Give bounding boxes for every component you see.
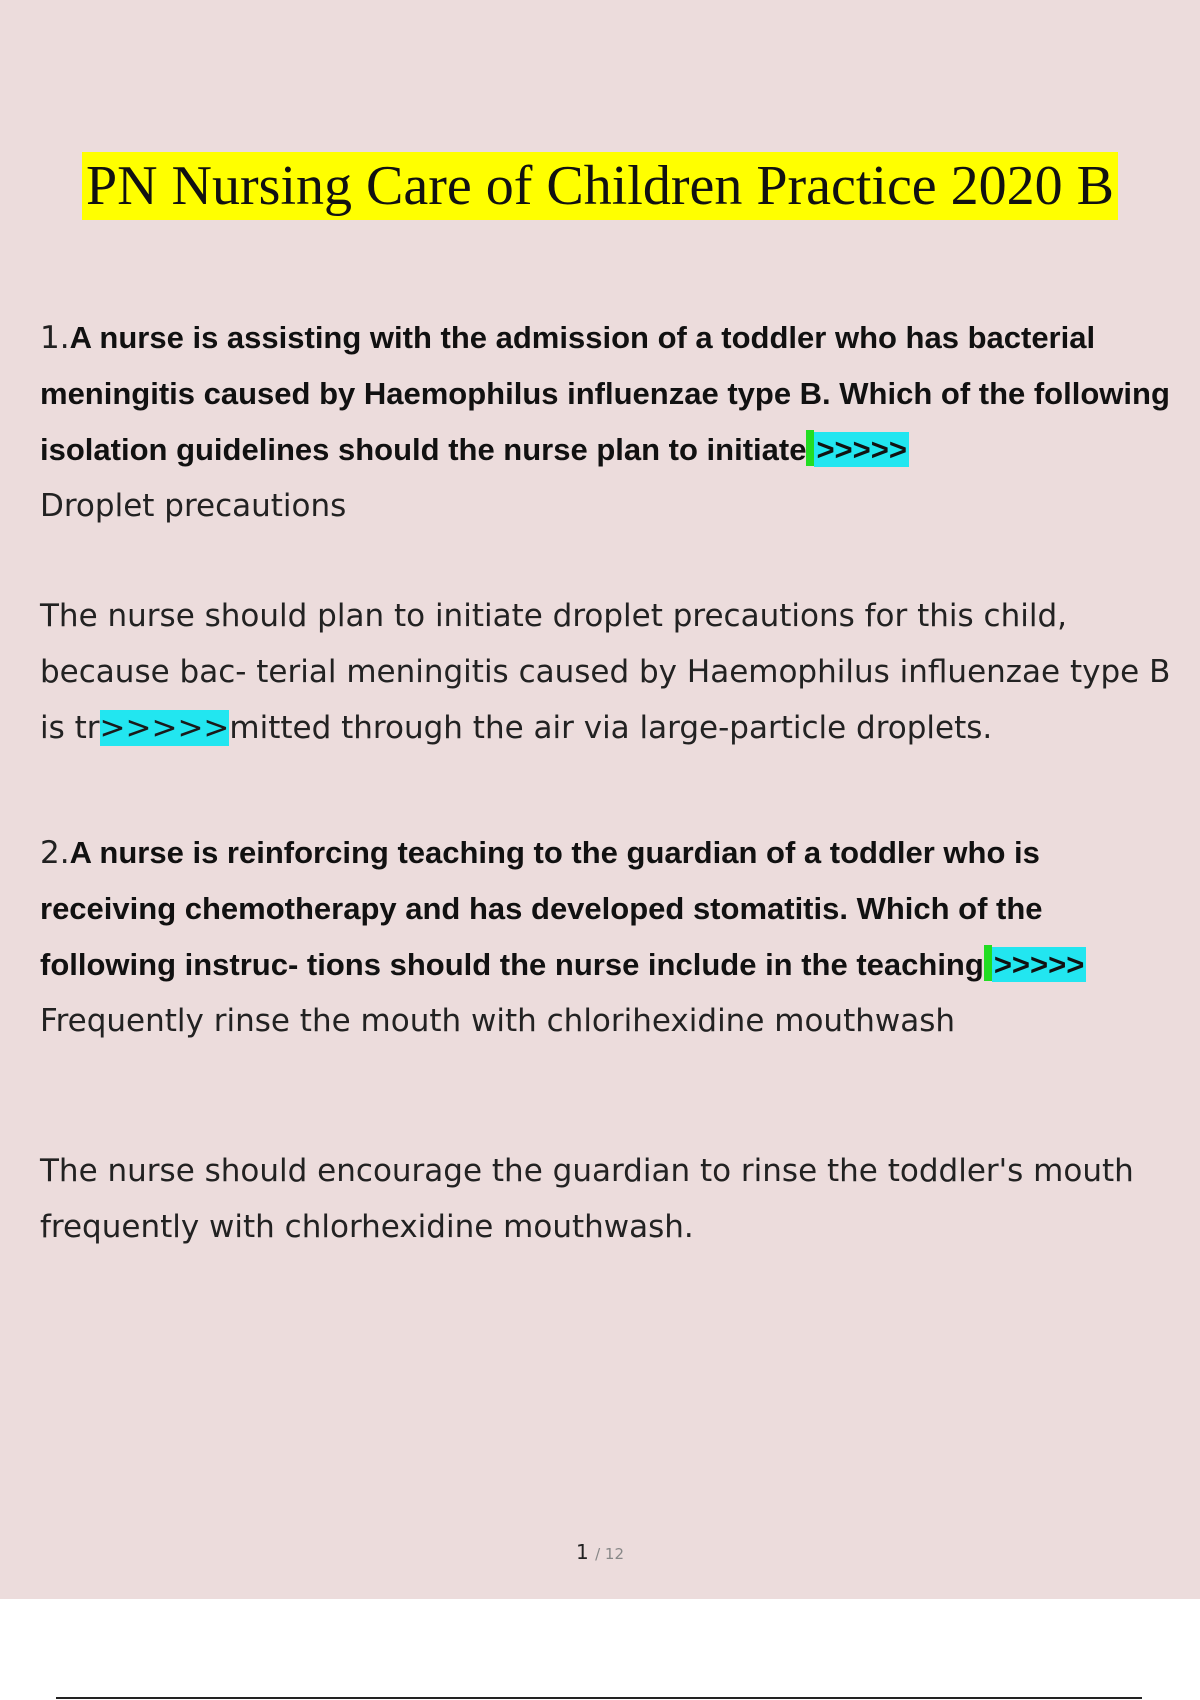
question-1 <box>40 310 1180 534</box>
question-number: 2. <box>40 835 70 871</box>
explanation-2 <box>40 1143 1180 1255</box>
marker-edge <box>984 945 992 981</box>
document-title: PN Nursing Care of Children Practice 2020 B <box>82 152 1118 220</box>
answer-marker: >>>>> <box>816 432 907 467</box>
bottom-divider <box>56 1697 1142 1699</box>
inline-marker: >>>>> <box>99 710 230 746</box>
page-total: / 12 <box>595 1545 624 1563</box>
explanation-text-before: The nurse should plan to initiate droplet precautions for this child, because bac- terial meningitis caused by Haemophilus influenzae type B is tr <box>40 598 1171 746</box>
question-text: A nurse is reinforcing teaching to the guardian of a toddler who is receiving chemotherapy and has developed stomatitis. Which of the following instruc- tions should the nurse include in the teaching <box>40 835 1043 982</box>
explanation-1 <box>40 588 1180 756</box>
explanation-text-after: mitted through the air via large-particle droplets. <box>229 710 993 746</box>
explanation-text: The nurse should encourage the guardian to rinse the toddler's mouth frequently with chlorhexidine mouthwash. <box>40 1153 1134 1245</box>
question-answer: Frequently rinse the mouth with chlorihexidine mouthwash <box>40 1003 956 1039</box>
question-2 <box>40 825 1180 1049</box>
question-answer: Droplet precautions <box>40 488 347 524</box>
page-number <box>0 1540 1200 1564</box>
question-text: A nurse is assisting with the admission of a toddler who has bacterial meningitis caused by Haemophilus influenzae type B. Which of the following isolation guidelines should the nurse plan to initiate <box>40 320 1170 467</box>
answer-marker: >>>>> <box>993 947 1085 982</box>
title-wrap <box>0 152 1200 220</box>
page-current: 1 <box>575 1540 589 1564</box>
question-number: 1. <box>40 320 70 356</box>
